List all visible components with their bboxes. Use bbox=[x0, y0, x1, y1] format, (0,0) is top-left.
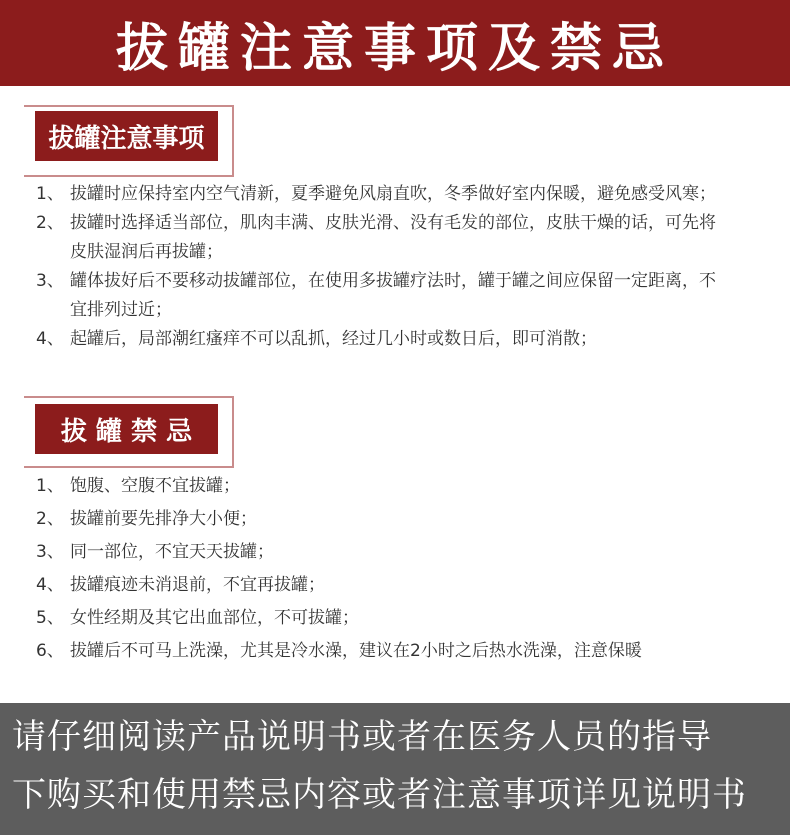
list-item bbox=[36, 635, 756, 668]
item-number: 3、 bbox=[36, 271, 64, 291]
list-item bbox=[36, 209, 726, 267]
item-number: 4、 bbox=[36, 329, 64, 349]
item-text: 拔罐前要先排净大小便； bbox=[70, 509, 257, 529]
list-item bbox=[36, 267, 726, 325]
item-number: 4、 bbox=[36, 575, 64, 595]
item-text: 拔罐痕迹未消退前，不宜再拔罐； bbox=[70, 575, 325, 595]
item-number: 2、 bbox=[36, 213, 64, 233]
item-text: 起罐后，局部潮红瘙痒不可以乱抓，经过几小时或数日后，即可消散； bbox=[70, 329, 597, 349]
item-text: 拔罐时选择适当部位，肌肉丰满、皮肤光滑、没有毛发的部位，皮肤干燥的话，可先将皮肤湿润后再拔罐； bbox=[70, 213, 716, 262]
taboo-list bbox=[36, 470, 756, 668]
item-text: 饱腹、空腹不宜拔罐； bbox=[70, 476, 240, 496]
list-item bbox=[36, 325, 726, 354]
taboo-section-label: 拔 罐 禁 忌 bbox=[35, 404, 218, 454]
footer-line-1: 请仔细阅读产品说明书或者在医务人员的指导 bbox=[12, 717, 712, 757]
footer-line-2: 下购买和使用禁忌内容或者注意事项详见说明书 bbox=[12, 775, 747, 815]
item-number: 6、 bbox=[36, 641, 64, 661]
item-text: 同一部位，不宜天天拔罐； bbox=[70, 542, 274, 562]
item-text: 拔罐时应保持室内空气清新，夏季避免风扇直吹，冬季做好室内保暖，避免感受风寒； bbox=[70, 184, 716, 204]
list-item bbox=[36, 602, 756, 635]
footer-notice bbox=[0, 703, 790, 835]
item-number: 2、 bbox=[36, 509, 64, 529]
item-text: 罐体拔好后不要移动拔罐部位，在使用多拔罐疗法时，罐于罐之间应保留一定距离，不宜排列过近； bbox=[70, 271, 716, 320]
list-item bbox=[36, 180, 726, 209]
list-item bbox=[36, 503, 756, 536]
list-item bbox=[36, 536, 756, 569]
item-number: 3、 bbox=[36, 542, 64, 562]
page-title: 拔罐注意事项及禁忌 bbox=[115, 18, 674, 79]
item-number: 5、 bbox=[36, 608, 64, 628]
header-banner bbox=[0, 0, 790, 86]
list-item bbox=[36, 470, 756, 503]
notes-list bbox=[36, 180, 726, 354]
item-number: 1、 bbox=[36, 476, 64, 496]
item-text: 拔罐后不可马上洗澡，尤其是冷水澡，建议在2小时之后热水洗澡，注意保暖 bbox=[70, 641, 642, 661]
item-number: 1、 bbox=[36, 184, 64, 204]
item-text: 女性经期及其它出血部位，不可拔罐； bbox=[70, 608, 359, 628]
list-item bbox=[36, 569, 756, 602]
notes-section-label: 拔罐注意事项 bbox=[35, 111, 218, 161]
